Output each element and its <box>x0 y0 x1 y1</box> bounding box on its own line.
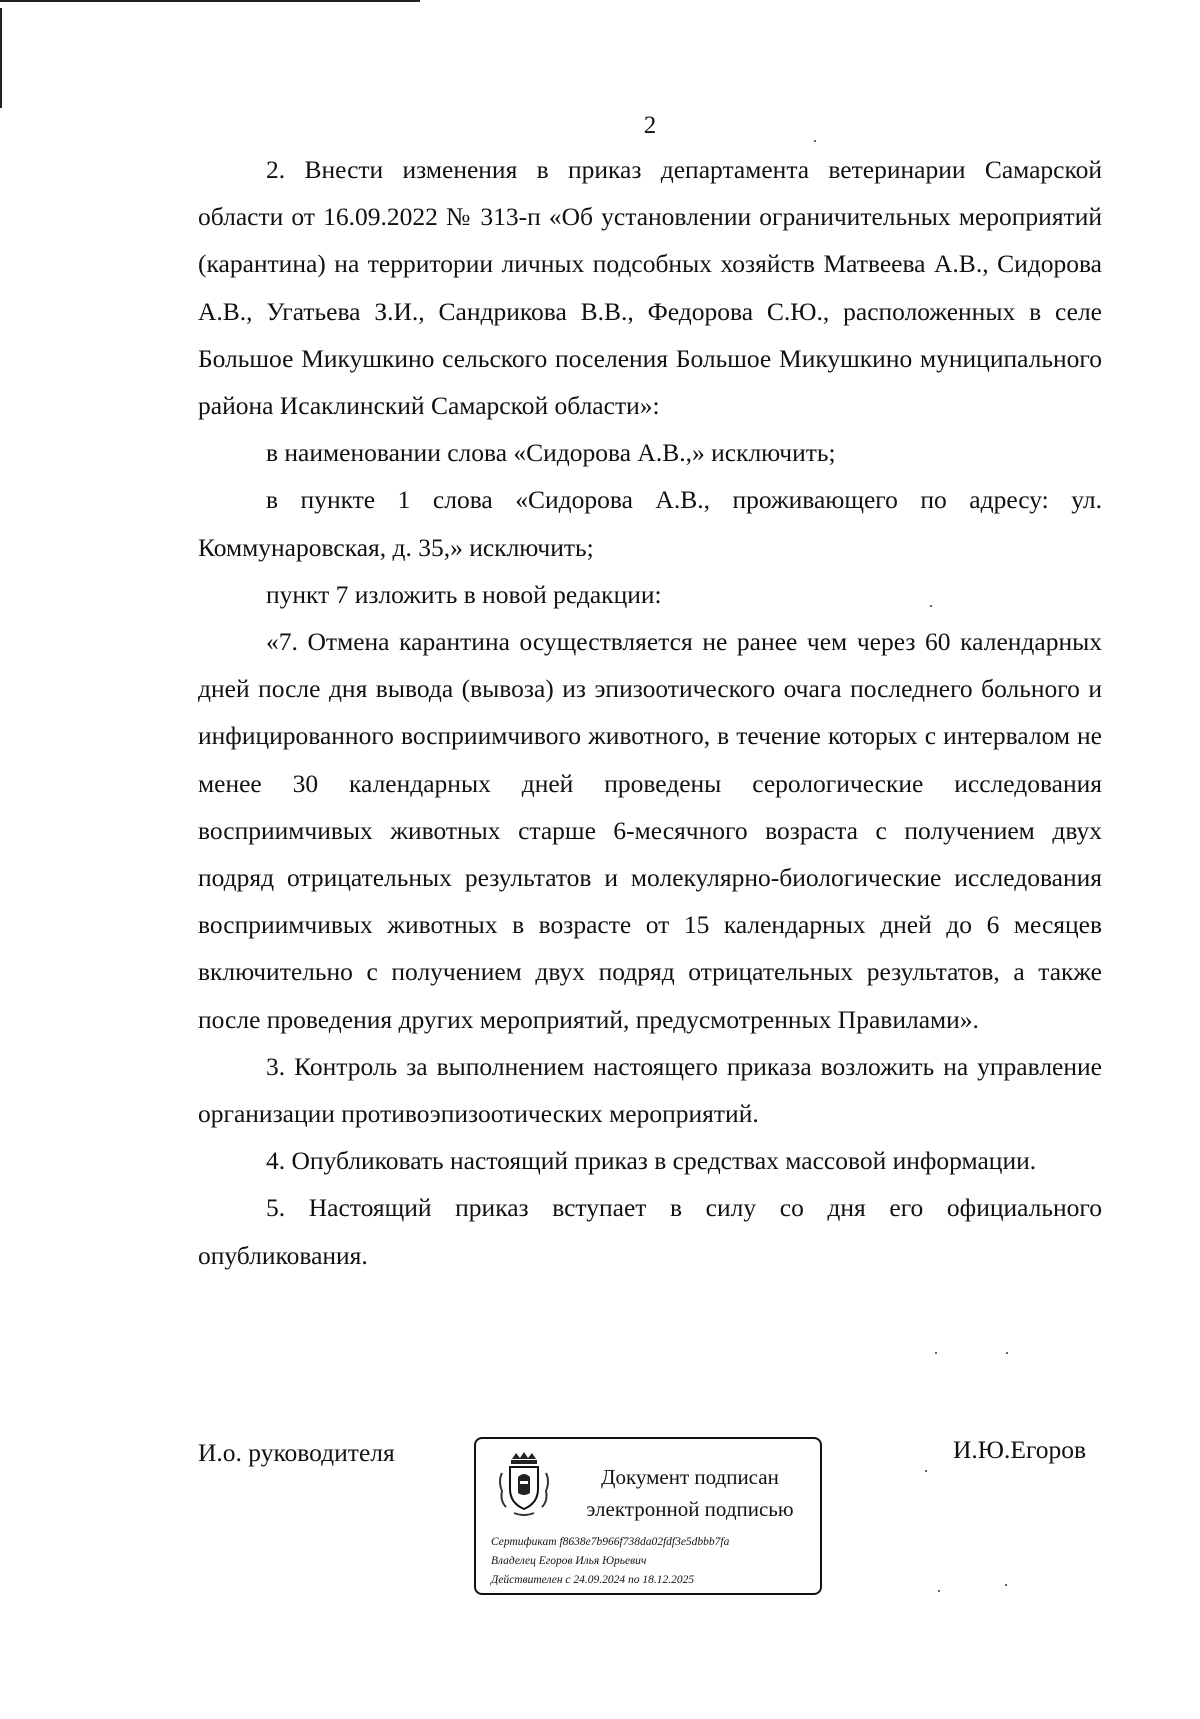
samara-coat-of-arms-icon <box>496 1451 552 1517</box>
scan-speck <box>925 1470 927 1472</box>
paragraph-3-control: 3. Контроль за выполнением настоящего приказа возложить на управление организации противоэпизоотических мероприятий. <box>198 1051 1102 1129</box>
paragraph-5-effective: 5. Настоящий приказ вступает в силу со дня его официального опубликования. <box>198 1193 1102 1270</box>
stamp-certificate: Сертификат f8638e7b966f738da02fdf3e5dbbb7fa <box>491 1536 730 1548</box>
scan-edge-line-top <box>0 0 420 2</box>
scan-speck <box>938 1590 940 1592</box>
document-body <box>198 146 1102 1279</box>
stamp-title <box>576 1461 804 1525</box>
scan-speck <box>1006 1352 1008 1354</box>
paragraph-item-1-change: в пункте 1 слова «Сидорова А.В., проживающего по адресу: ул. Коммунаровская, д. 35,» исключить; <box>198 485 1102 562</box>
page-number: 2 <box>643 112 657 139</box>
scan-speck <box>1005 1584 1007 1586</box>
stamp-title-line-1: Документ подписан <box>601 1465 779 1489</box>
stamp-validity: Действителен с 24.09.2024 по 18.12.2025 <box>491 1574 695 1586</box>
paragraph-4-publish: 4. Опубликовать настоящий приказ в средствах массовой информации. <box>266 1146 1037 1176</box>
paragraph-item-7-intro: пункт 7 изложить в новой редакции: <box>266 579 662 609</box>
scan-speck <box>935 1352 937 1354</box>
paragraph-2-amendment: 2. Внести изменения в приказ департамента ветеринарии Самарской области от 16.09.2022 № 313-п «Об установлении ограничительных мероприятий (карантина) на территории личных подсобных хозяйств Матвеева А.В., Сидорова А.В., Угатьева З.И., Сандрикова В.В., Федорова С.Ю., расположенных в селе Большое Микушкино сельского поселения Большое Микушкино муниципального района Исаклинский Самарской области»: <box>198 155 1102 421</box>
stamp-owner: Владелец Егоров Илья Юрьевич <box>491 1555 647 1567</box>
paragraph-item-7-text: «7. Отмена карантина осуществляется не ранее чем через 60 календарных дней после дня вывода (вывоза) из эпизоотического очага последнего больного и инфицированного восприимчивого животного, в течение которых с интервалом не менее 30 календарных дней проведены серологические исследования восприимчивых животных старше 6-месячного возраста с получением двух подряд отрицательных результатов и молекулярно-биологические исследования восприимчивых животных в возрасте от 15 календарных дней до 6 месяцев включительно с получением двух подряд отрицательных результатов, а также после проведения других мероприятий, предусмотренных Правилами». <box>198 627 1102 1034</box>
stamp-title-line-2: электронной подписью <box>586 1497 794 1521</box>
electronic-signature-stamp <box>474 1437 822 1595</box>
stamp-details <box>491 1533 816 1590</box>
scan-speck <box>814 140 816 142</box>
paragraph-title-change: в наименовании слова «Сидорова А.В.,» исключить; <box>266 438 836 468</box>
signatory-position: И.о. руководителя <box>198 1438 395 1467</box>
signatory-name: И.Ю.Егоров <box>953 1435 1087 1464</box>
scan-speck <box>930 605 932 607</box>
scan-edge-line-left <box>0 8 2 108</box>
